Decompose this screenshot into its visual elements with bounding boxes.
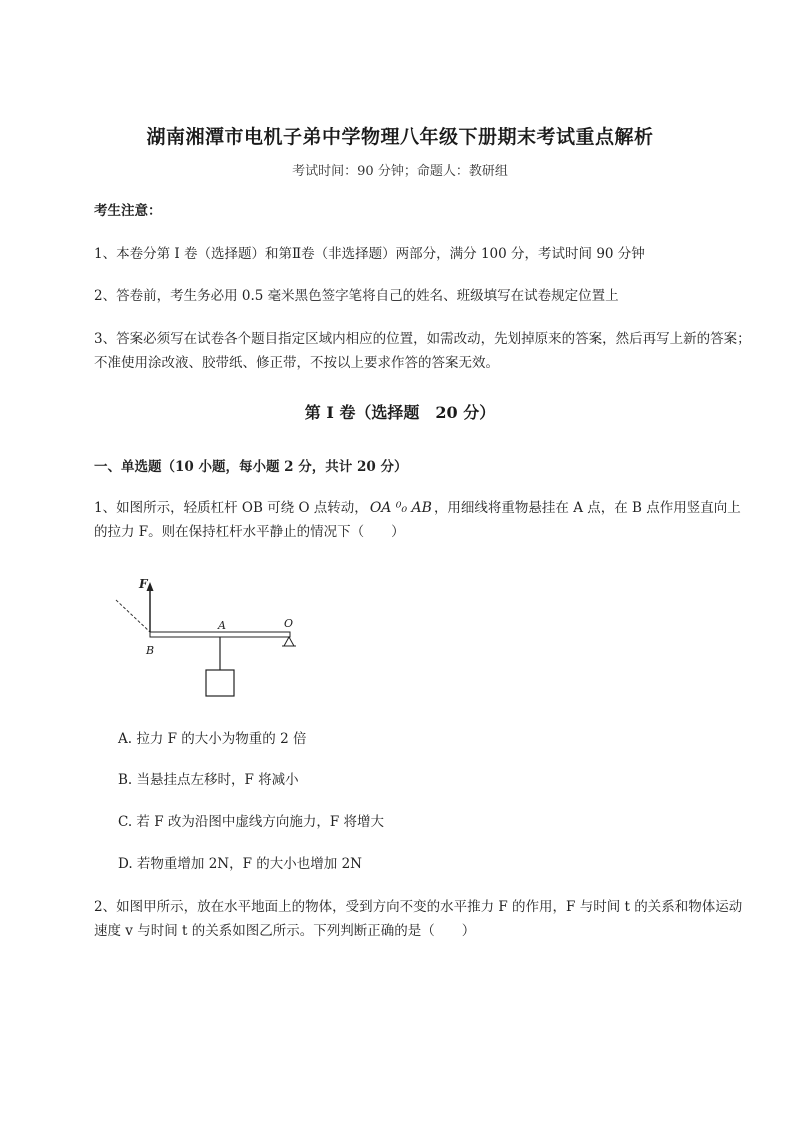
lever-bar — [150, 632, 290, 637]
question-1-stem-a: 1、如图所示，轻质杠杆 OB 可绕 O 点转动， — [94, 500, 368, 516]
label-force: F — [139, 577, 148, 591]
dashed-force-line — [116, 600, 150, 632]
notice-item-1: 1、本卷分第 I 卷（选择题）和第Ⅱ卷（非选择题）两部分，满分 100 分，考试时间 90 分钟 — [94, 246, 645, 262]
weight-block — [206, 670, 234, 696]
question-2-stem: 2、如图甲所示，放在水平地面上的物体，受到方向不变的水平推力 F 的作用，F 与时间 t 的关系和物体运动速度 v 与时间 t 的关系如图乙所示。下列判断正确的是（ ） — [94, 899, 743, 939]
question-1-option-c: C. 若 F 改为沿图中虚线方向施力，F 将增大 — [118, 814, 385, 830]
question-1-option-a: A. 拉力 F 的大小为物重的 2 倍 — [118, 731, 307, 747]
label-b: B — [146, 644, 155, 657]
notice-heading: 考生注意： — [94, 203, 162, 219]
question-1-stem-b: ，用细线将重物悬挂在 A 点，在 B 点作用竖直向上的拉力 F。则在保持杠杆水平静止的情况下（ ） — [94, 500, 741, 540]
question-1-math: OA ⁰₀ AB — [369, 500, 432, 516]
label-o: O — [284, 617, 294, 630]
question-1-stem — [94, 496, 754, 544]
question-1-option-b: B. 当悬挂点左移时，F 将减小 — [118, 772, 299, 788]
section-title: 第 I 卷（选择题 20 分） — [304, 403, 496, 422]
pivot-triangle — [284, 637, 294, 646]
part-heading: 一、单选题（10 小题，每小题 2 分，共计 20 分） — [94, 459, 408, 475]
notice-item-3: 3、答案必须写在试卷各个题目指定区域内相应的位置，如需改动，先划掉原来的答案，然后再写上新的答案；不准使用涂改液、胶带纸、修正带，不按以上要求作答的答案无效。 — [94, 331, 751, 371]
page-title: 湖南湘潭市电机子弟中学物理八年级下册期末考试重点解析 — [146, 126, 654, 148]
force-arrow-head — [147, 582, 154, 591]
lever-diagram — [110, 574, 310, 704]
question-1-option-d: D. 若物重增加 2N，F 的大小也增加 2N — [118, 856, 362, 872]
exam-info: 考试时间：90 分钟；命题人：教研组 — [292, 164, 508, 179]
label-a: A — [218, 619, 226, 632]
notice-item-2: 2、答卷前，考生务必用 0.5 毫米黑色签字笔将自己的姓名、班级填写在试卷规定位置上 — [94, 288, 619, 304]
